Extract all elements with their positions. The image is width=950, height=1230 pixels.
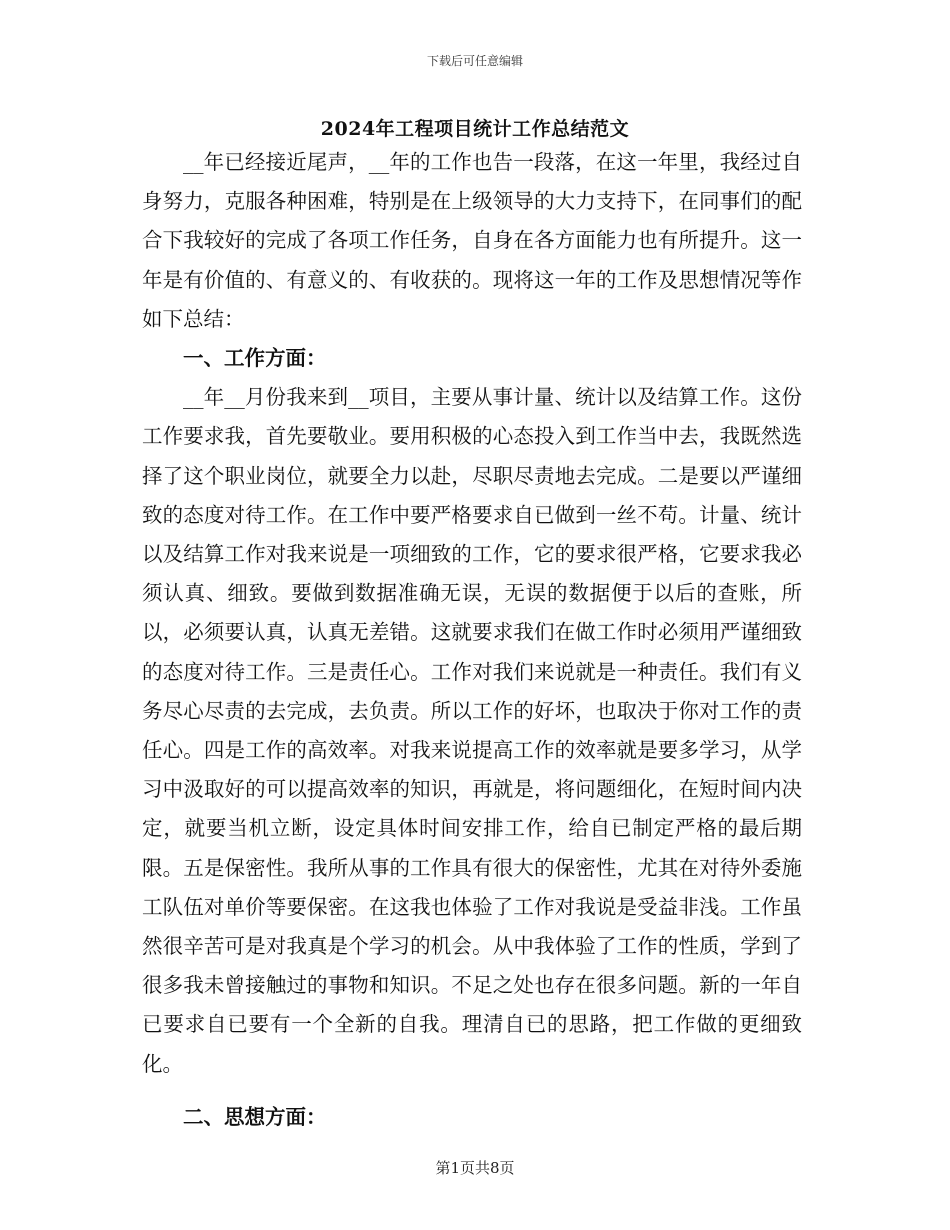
header-note: 下载后可任意编辑 bbox=[426, 54, 523, 68]
document-body bbox=[142, 143, 802, 1137]
intro-paragraph: __年已经接近尾声，__年的工作也告一段落，在这一年里，我经过自身努力，克服各种困难，特别是在上级领导的大力支持下，在同事们的配合下我较好的完成了各项工作任务，自身在各方面能力也有所提升。这一年是有价值的、有意义的、有收获的。现将这一年的工作及思想情况等作如下总结： bbox=[142, 150, 802, 331]
section-heading-work: 一、工作方面： bbox=[183, 346, 327, 371]
page-number: 第1页共8页 bbox=[435, 1159, 515, 1177]
section-heading-thought: 二、思想方面： bbox=[183, 1104, 327, 1129]
document-title: 2024年工程项目统计工作总结范文 bbox=[320, 118, 630, 140]
work-paragraph: __年__月份我来到__项目，主要从事计量、统计以及结算工作。这份工作要求我，首先要敬业。要用积极的心态投入到工作当中去，我既然选择了这个职业岗位，就要全力以赴，尽职尽责地去完成。二是要以严谨细致的态度对待工作。在工作中要严格要求自已做到一丝不苟。计量、统计以及结算工作对我来说是一项细致的工作，它的要求很严格，它要求我必须认真、细致。要做到数据准确无误，无误的数据便于以后的查账，所以，必须要认真，认真无差错。这就要求我们在做工作时必须用严谨细致的态度对待工作。三是责任心。工作对我们来说就是一种责任。我们有义务尽心尽责的去完成，去负责。所以工作的好坏，也取决于你对工作的责任心。四是工作的高效率。对我来说提高工作的效率就是要多学习，从学习中汲取好的可以提高效率的知识，再就是，将问题细化，在短时间内决定，就要当机立断，设定具体时间安排工作，给自已制定严格的最后期限。五是保密性。我所从事的工作具有很大的保密性，尤其在对待外委施工队伍对单价等要保密。在这我也体验了工作对我说是受益非浅。工作虽然很辛苦可是对我真是个学习的机会。从中我体验了工作的性质，学到了很多我未曾接触过的事物和知识。不足之处也存在很多问题。新的一年自已要求自已要有一个全新的自我。理清自已的思路，把工作做的更细致化。 bbox=[142, 385, 802, 1076]
